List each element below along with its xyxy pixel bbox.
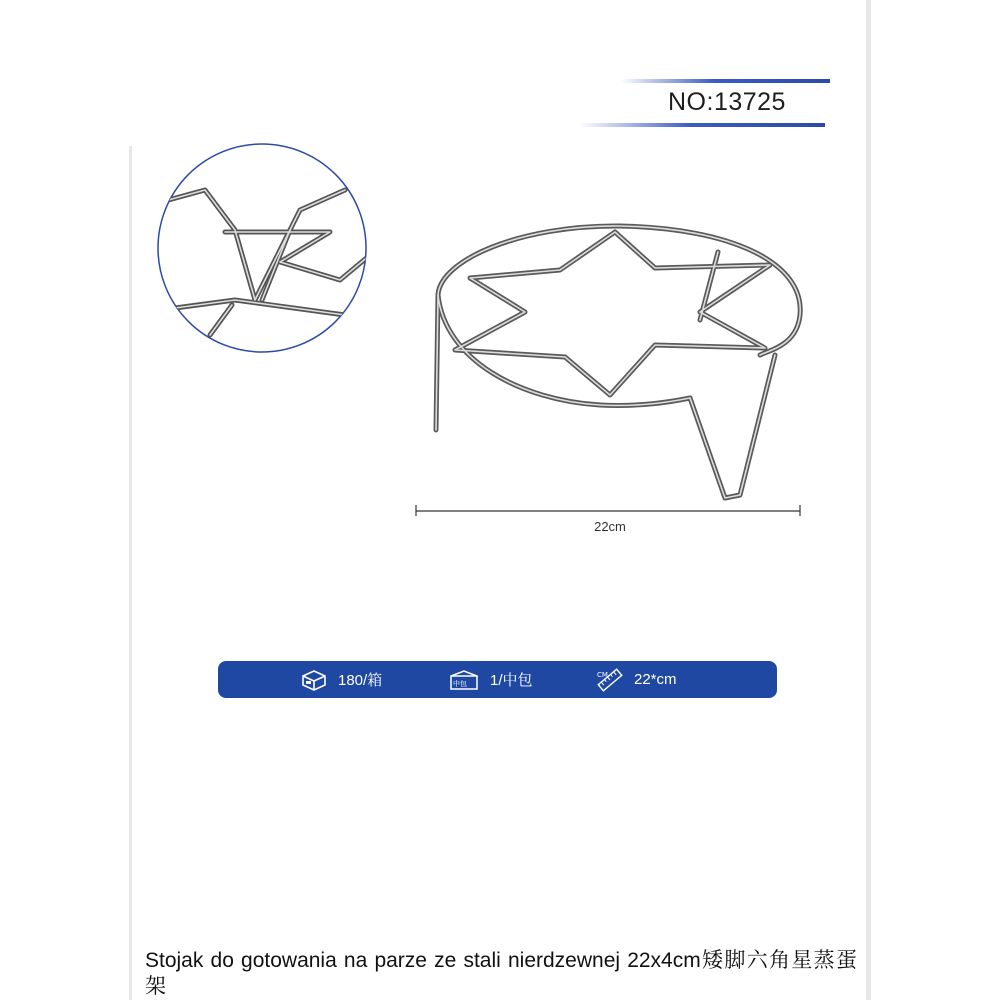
ruler-icon [596,667,624,693]
spec-size [596,661,677,698]
product-title: Stojak do gotowania na parze ze stali nierdzewnej 22x4cm矮脚六角星蒸蛋架 [145,949,857,998]
spec-carton-label: 180/箱 [338,672,383,689]
spec-middle-pack [448,661,533,698]
spec-middle-pack-label: 1/中包 [490,672,533,689]
product-number: NO:13725 [668,88,786,116]
dimension-line [416,505,800,516]
spec-carton [300,661,382,698]
middle-pack-icon [448,667,480,693]
middle-pack-icon-text: 中包 [453,679,467,688]
dimension-label: 22cm [594,519,626,534]
spec-bar [218,661,777,698]
ruler-icon-text: CM [597,670,608,679]
steamer-rack-drawing [436,226,800,498]
spec-size-label: 22*cm [634,671,677,688]
zoom-detail-circle [150,144,370,352]
carton-box-icon [300,668,328,692]
